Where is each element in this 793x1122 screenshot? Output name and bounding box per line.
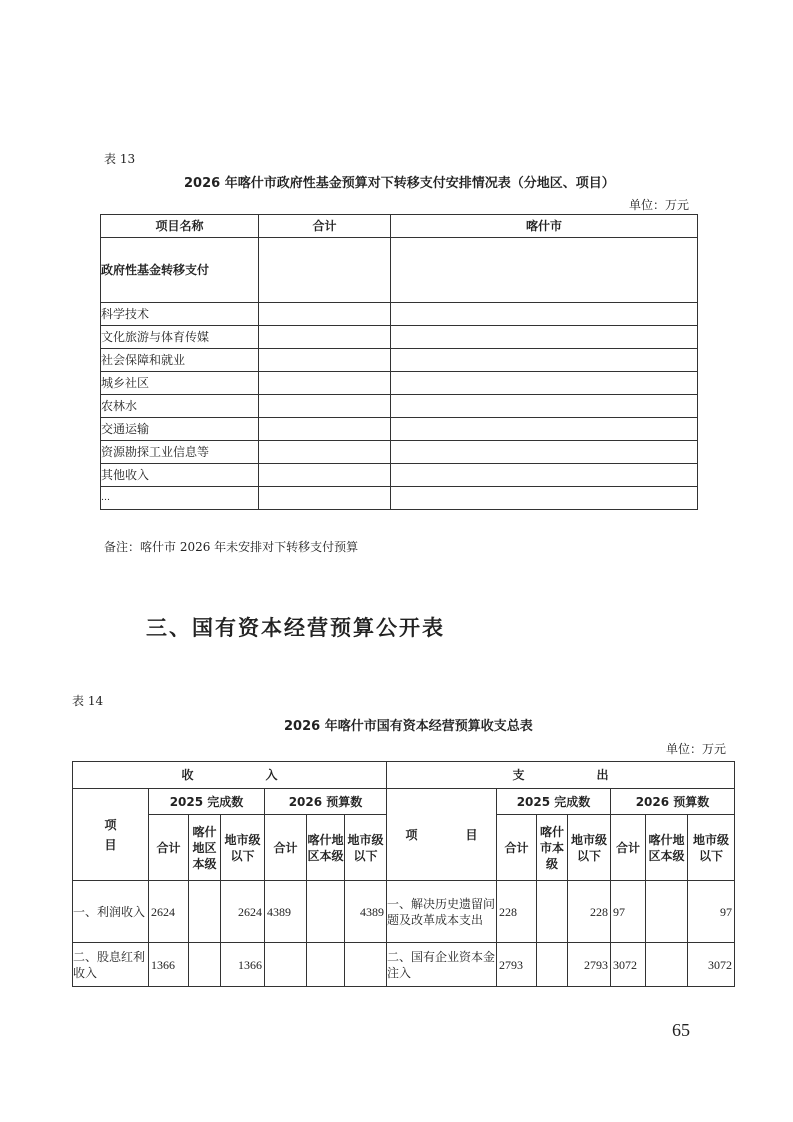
expense-2025-city [537, 943, 568, 987]
row-kashi [391, 326, 698, 349]
row-kashi [391, 418, 698, 441]
table13-label: 表 13 [104, 152, 136, 166]
row-kashi [391, 303, 698, 326]
table-row [101, 395, 698, 418]
row-total [259, 464, 391, 487]
row-kashi [391, 372, 698, 395]
row-name: 农林水 [101, 395, 259, 418]
table14-unit: 单位：万元 [666, 742, 727, 756]
income-2025-total: 1366 [149, 943, 189, 987]
row-total [259, 349, 391, 372]
row-kashi [391, 395, 698, 418]
expense-2025-city [537, 881, 568, 943]
table13-header-row [101, 215, 698, 238]
income-sub-header: 合计 [265, 815, 307, 881]
income-2026-prefecture [307, 943, 345, 987]
income-sub-header: 合计 [149, 815, 189, 881]
section-heading: 三、国有资本经营预算公开表 [146, 615, 445, 640]
table-row [101, 372, 698, 395]
table13-note: 备注：喀什市 2026 年未安排对下转移支付预算 [104, 540, 359, 554]
income-2026-total [265, 943, 307, 987]
table-row [73, 943, 735, 987]
table13 [100, 214, 698, 510]
expense-item-header: 项 目 [387, 789, 497, 881]
header-total: 合计 [259, 215, 391, 238]
expense-item: 二、国有企业资本金注入 [387, 943, 497, 987]
row-total [259, 238, 391, 303]
table13-title: 2026 年喀什市政府性基金预算对下转移支付安排情况表（分地区、项目） [184, 176, 615, 191]
income-2026-below [345, 943, 387, 987]
expense-2026-below: 97 [688, 881, 735, 943]
table-row [101, 349, 698, 372]
expense-sub-header: 喀什市本级 [537, 815, 568, 881]
income-sub-header: 喀什地区本级 [307, 815, 345, 881]
income-header: 收 入 [73, 762, 387, 789]
table-row [101, 418, 698, 441]
table-row [101, 441, 698, 464]
row-total [259, 418, 391, 441]
income-sub-header: 喀什地区本级 [189, 815, 221, 881]
header-kashi: 喀什市 [391, 215, 698, 238]
row-name: 其他收入 [101, 464, 259, 487]
expense-2025-total: 228 [497, 881, 537, 943]
income-2025-prefecture [189, 943, 221, 987]
table14-title: 2026 年喀什市国有资本经营预算收支总表 [284, 719, 533, 734]
row-total [259, 326, 391, 349]
income-item: 二、股息红利收入 [73, 943, 149, 987]
row-name: 城乡社区 [101, 372, 259, 395]
row-total [259, 395, 391, 418]
expense-item: 一、解决历史遗留问题及改革成本支出 [387, 881, 497, 943]
expense-2025-header: 2025 完成数 [497, 789, 611, 815]
row-name: 科学技术 [101, 303, 259, 326]
income-sub-header: 地市级以下 [221, 815, 265, 881]
expense-header: 支 出 [387, 762, 735, 789]
income-item-header: 项 目 [73, 789, 149, 881]
income-2026-total: 4389 [265, 881, 307, 943]
expense-sub-header: 合计 [497, 815, 537, 881]
row-name: 资源勘探工业信息等 [101, 441, 259, 464]
expense-2026-prefecture [646, 881, 688, 943]
expense-2025-below: 228 [568, 881, 611, 943]
row-name: 文化旅游与体育传媒 [101, 326, 259, 349]
expense-2026-total: 97 [611, 881, 646, 943]
table-row [101, 464, 698, 487]
table-row [101, 326, 698, 349]
row-kashi [391, 441, 698, 464]
row-total [259, 372, 391, 395]
row-kashi [391, 349, 698, 372]
expense-2025-total: 2793 [497, 943, 537, 987]
income-2025-prefecture [189, 881, 221, 943]
income-2025-total: 2624 [149, 881, 189, 943]
row-total [259, 487, 391, 510]
table14-label: 表 14 [72, 694, 104, 708]
income-2025-below: 1366 [221, 943, 265, 987]
row-kashi [391, 238, 698, 303]
income-2025-header: 2025 完成数 [149, 789, 265, 815]
table-row [101, 303, 698, 326]
income-2026-header: 2026 预算数 [265, 789, 387, 815]
row-total [259, 303, 391, 326]
header-item-name: 项目名称 [101, 215, 259, 238]
expense-sub-header: 合计 [611, 815, 646, 881]
expense-2026-total: 3072 [611, 943, 646, 987]
row-name: … [101, 487, 259, 510]
income-item: 一、利润收入 [73, 881, 149, 943]
expense-2026-header: 2026 预算数 [611, 789, 735, 815]
income-2025-below: 2624 [221, 881, 265, 943]
expense-2026-prefecture [646, 943, 688, 987]
table14 [72, 761, 735, 987]
income-2026-prefecture [307, 881, 345, 943]
expense-sub-header: 喀什地区本级 [646, 815, 688, 881]
table-row [101, 487, 698, 510]
row-name: 政府性基金转移支付 [101, 238, 259, 303]
row-total [259, 441, 391, 464]
page-number: 65 [672, 1020, 690, 1040]
expense-sub-header: 地市级以下 [688, 815, 735, 881]
row-name: 交通运输 [101, 418, 259, 441]
row-kashi [391, 487, 698, 510]
expense-sub-header: 地市级以下 [568, 815, 611, 881]
income-sub-header: 地市级以下 [345, 815, 387, 881]
income-2026-below: 4389 [345, 881, 387, 943]
table-row [73, 881, 735, 943]
row-name: 社会保障和就业 [101, 349, 259, 372]
table14-top-header-row [73, 762, 735, 789]
table13-unit: 单位：万元 [629, 198, 690, 212]
row-kashi [391, 464, 698, 487]
expense-2025-below: 2793 [568, 943, 611, 987]
table14-year-header-row [73, 789, 735, 815]
table-row [101, 238, 698, 303]
expense-2026-below: 3072 [688, 943, 735, 987]
